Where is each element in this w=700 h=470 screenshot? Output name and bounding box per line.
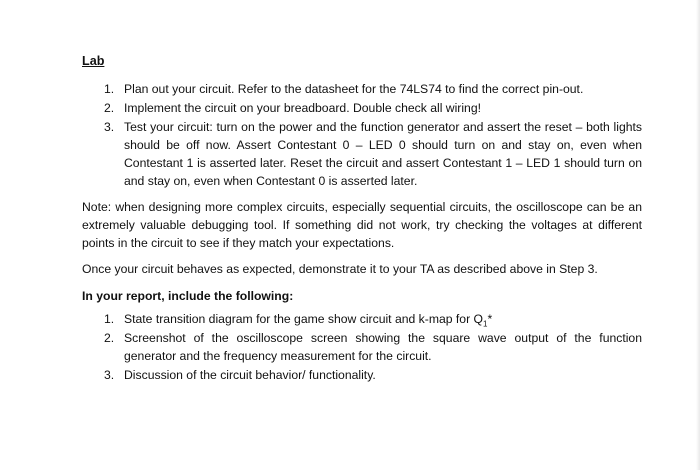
lab-step-2-number: 2. [104, 101, 115, 115]
lab-step-3-number: 3. [104, 120, 115, 134]
report-heading: In your report, include the following: [82, 289, 294, 303]
lab-step-1 [82, 80, 642, 98]
lab-step-1-number: 1. [104, 82, 115, 96]
report-items-list [82, 310, 642, 384]
lab-heading: Lab [82, 54, 105, 68]
report-item-2-text: Screenshot of the oscilloscope screen showing the square wave output of the function generator and the frequency measurement for the circuit. [124, 331, 642, 363]
lab-steps-list [82, 80, 642, 190]
report-item-3-number: 3. [104, 368, 115, 382]
note-paragraph: Note: when designing more complex circuits, especially sequential circuits, the oscilloscope can be an extremely valuable debugging tool. If something did not work, try checking the voltages at different points in the circuit to see if they match your expectations. [82, 200, 642, 250]
report-item-1-star: * [487, 312, 493, 326]
report-item-3 [82, 366, 642, 384]
lab-step-1-text: Plan out your circuit. Refer to the datasheet for the 74LS74 to find the correct pin-out. [124, 82, 584, 96]
report-item-1 [82, 310, 642, 328]
page-edge-shadow [696, 0, 700, 470]
report-item-2-number: 2. [104, 331, 115, 345]
lab-step-2 [82, 99, 642, 117]
report-item-1-number: 1. [104, 312, 115, 326]
lab-step-3 [82, 118, 642, 190]
report-item-2 [82, 329, 642, 365]
lab-step-2-text: Implement the circuit on your breadboard. Double check all wiring! [124, 101, 482, 115]
report-item-1-text: State transition diagram for the game show circuit and k-map for Q [124, 312, 484, 326]
lab-content [82, 52, 642, 384]
demonstrate-paragraph: Once your circuit behaves as expected, demonstrate it to your TA as described above in Step 3. [82, 262, 598, 276]
lab-step-3-text: Test your circuit: turn on the power and the function generator and assert the reset – both lights should be off now. Assert Contestant 0 – LED 0 should turn on and stay on, even when Contestant 1 is asserted later. Reset the circuit and assert Contestant 1 – LED 1 should turn on and stay on, even when Contestant 0 is asserted later. [124, 120, 642, 188]
report-item-1-subscript: 1 [483, 319, 488, 329]
report-item-3-text: Discussion of the circuit behavior/ functionality. [124, 368, 376, 382]
